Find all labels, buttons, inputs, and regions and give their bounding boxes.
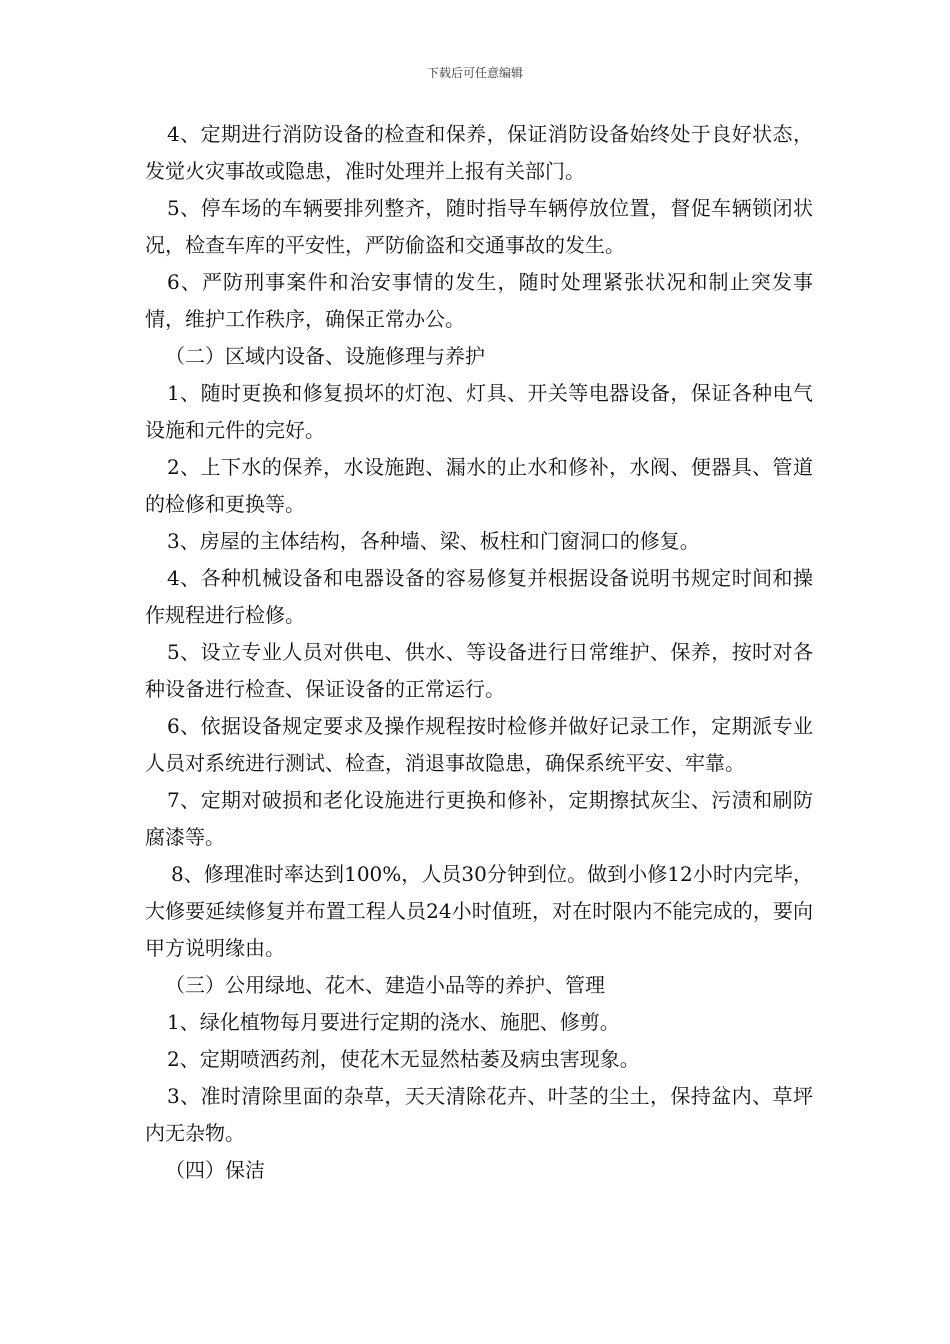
paragraph: 8、修理准时率达到100%，人员30分钟到位。做到小修12小时内完毕，大修要延续修复并布置工程人员24小时值班，对在时限内不能完成的，要向甲方说明缘由。: [145, 862, 813, 960]
paragraph: 4、定期进行消防设备的检查和保养，保证消防设备始终处于良好状态，发觉火灾事故或隐患，准时处理并上报有关部门。: [145, 122, 813, 183]
paragraph: 4、各种机械设备和电器设备的容易修复并根据设备说明书规定时间和操作规程进行检修。: [145, 566, 813, 627]
paragraph: 2、上下水的保养，水设施跑、漏水的止水和修补，水阀、便器具、管道的检修和更换等。: [145, 455, 813, 516]
document-body: [145, 116, 813, 1189]
paragraph: 5、设立专业人员对供电、供水、等设备进行日常维护、保养，按时对各种设备进行检查、保证设备的正常运行。: [145, 640, 813, 701]
paragraph: 3、房屋的主体结构，各种墙、梁、板柱和门窗洞口的修复。: [167, 529, 700, 553]
paragraph: 6、依据设备规定要求及操作规程按时检修并做好记录工作，定期派专业人员对系统进行测试、检查，消退事故隐患，确保系统平安、牢靠。: [145, 714, 813, 775]
paragraph: 6、严防刑事案件和治安事情的发生，随时处理紧张状况和制止突发事情，维护工作秩序，确保正常办公。: [145, 270, 813, 331]
paragraph: 1、绿化植物每月要进行定期的浇水、施肥、修剪。: [167, 1010, 620, 1034]
section-heading: （三）公用绿地、花木、建造小品等的养护、管理: [165, 973, 605, 997]
paragraph: 7、定期对破损和老化设施进行更换和修补，定期擦拭灰尘、污渍和刷防腐漆等。: [145, 788, 813, 849]
paragraph: 1、随时更换和修复损坏的灯泡、灯具、开关等电器设备，保证各种电气设施和元件的完好。: [145, 381, 813, 442]
paragraph: 5、停车场的车辆要排列整齐，随时指导车辆停放位置，督促车辆锁闭状况，检查车库的平安性，严防偷盗和交通事故的发生。: [145, 196, 813, 257]
section-heading: （四）保洁: [165, 1158, 265, 1182]
paragraph: 2、定期喷洒药剂，使花木无显然枯萎及病虫害现象。: [167, 1047, 640, 1071]
page-header: 下载后可任意编辑: [426, 66, 523, 80]
section-heading: （二）区域内设备、设施修理与养护: [165, 344, 485, 368]
paragraph: 3、准时清除里面的杂草，天天清除花卉、叶茎的尘土，保持盆内、草坪内无杂物。: [145, 1084, 813, 1145]
